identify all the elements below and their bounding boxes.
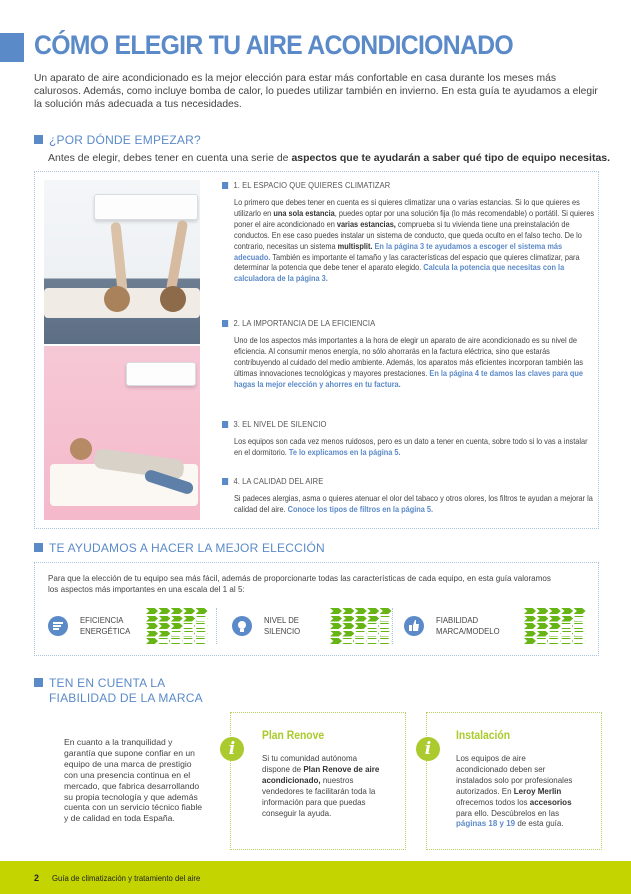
rating-reliability: FIABILIDAD MARCA/MODELO [404,608,586,644]
rating-segment-empty [183,638,195,644]
rating-segment-empty [574,616,586,622]
heading-bullet [34,678,43,687]
intro-paragraph: Un aparato de aire acondicionado es la mejor elección para estar más confortable en casa durante los meses más calurosos. Además, como incluye bomba de calor, lo puedes utilizar también en invierno. En esta guía te ayudamos a elegir la solución más adecuada a tus necesidades. [34,73,598,110]
rating-segment-filled [146,638,158,644]
rating-segment-empty [574,623,586,629]
thumbs-up-icon [404,616,424,636]
ac-unit-illustration [94,194,198,220]
heading-bullet [34,135,43,144]
rating-row [146,616,208,622]
rating-segment-filled [158,616,170,622]
rating-segment-filled [367,616,379,622]
info-icon: i [220,737,244,761]
item-bullet [222,478,228,485]
rating-segment-empty [380,623,392,629]
rating-segment-filled [342,631,354,637]
rating-segment-empty [549,631,561,637]
person-head [160,286,186,312]
rating-segment-empty [196,623,208,629]
rating-segment-filled [146,608,158,614]
rating-row [330,638,392,644]
rating-silence: NIVEL DE SILENCIO [232,608,392,644]
rating-segment-filled [183,616,195,622]
photo-man-on-sofa [44,346,200,520]
card-body-instalacion: Los equipos de aire acondicionado deben ser instalados solo por profesionales autorizados. En Leroy Merlin ofrecemos todos los accesorios para ello. Descúbrelos en las páginas 18 y 19 de esta guía. [456,753,573,829]
rating-segment-filled [146,616,158,622]
rating-segment-empty [561,631,573,637]
rating-segment-filled [561,616,573,622]
rating-segment-empty [380,638,392,644]
rating-row [524,638,586,644]
rating-segment-filled [171,623,183,629]
rating-row [146,608,208,614]
rating-segment-empty [196,616,208,622]
rating-segment-filled [561,608,573,614]
rating-row [146,623,208,629]
rating-segment-empty [158,638,170,644]
rating-segment-filled [380,608,392,614]
photo-couple-on-sofa [44,180,200,344]
rating-segment-filled [158,608,170,614]
rating-row [524,623,586,629]
rating-segment-empty [561,638,573,644]
page-number: 2 [34,873,40,883]
rating-segment-empty [367,623,379,629]
aspect-4: 4. LA CALIDAD DEL AIRE Si padeces alergias, asma o quieres atenuar el olor del tabaco y otros olores, los filtros te ayudan a mejorar la calidad del aire. Conoce los tipos de filtros en la página 5. [222,476,592,515]
rating-segment-filled [183,608,195,614]
rating-segment-filled [330,623,342,629]
rating-segment-filled [330,638,342,644]
rating-segment-filled [524,616,536,622]
rating-segment-empty [183,623,195,629]
rating-segment-empty [196,631,208,637]
rating-segment-filled [330,608,342,614]
rating-segment-filled [536,631,548,637]
rating-segment-filled [196,608,208,614]
rating-segment-empty [561,623,573,629]
card-title-instalacion: Instalación [456,730,511,742]
divider [216,608,217,644]
rating-segment-filled [171,616,183,622]
rating-segment-empty [574,631,586,637]
card-title-plan-renove: Plan Renove [262,730,325,742]
link-page-5-silence[interactable]: Te lo explicamos en la página 5. [288,446,401,457]
ac-unit-illustration [126,362,196,386]
rating-segment-filled [342,608,354,614]
rating-row [146,638,208,644]
link-page-3-calculator[interactable]: Calcula la potencia que necesitas con la calculadora de la página 3. [234,262,565,284]
section-intro: Antes de elegir, debes tener en cuenta una serie de aspectos que te ayudarán a saber qué tipo de equipo necesitas. [48,152,611,164]
section-heading-start: ¿POR DÓNDE EMPEZAR? [34,133,201,148]
rating-segment-empty [380,631,392,637]
title-accent-block [0,33,24,62]
rating-segment-empty [342,638,354,644]
rating-segment-filled [158,623,170,629]
rating-segment-filled [536,623,548,629]
rating-segment-filled [549,608,561,614]
rating-segment-filled [367,608,379,614]
rating-segment-empty [574,638,586,644]
section-heading-choice: TE AYUDAMOS A HACER LA MEJOR ELECCIÓN [34,541,325,556]
rating-segment-empty [367,631,379,637]
section-heading-brand: TEN EN CUENTA LA FIABILIDAD DE LA MARCA [34,676,203,706]
rating-segment-filled [524,608,536,614]
rating-segment-empty [380,616,392,622]
page-title: CÓMO ELEGIR TU AIRE ACONDICIONADO [34,30,513,60]
rating-row [330,608,392,614]
rating-segment-filled [549,616,561,622]
person-head [70,438,92,460]
heading-bullet [34,543,43,552]
rating-segment-filled [574,608,586,614]
rating-segment-empty [536,638,548,644]
rating-segment-filled [536,616,548,622]
rating-segment-empty [183,631,195,637]
rating-segment-filled [330,616,342,622]
rating-row [330,631,392,637]
rating-segment-filled [536,608,548,614]
rating-segment-empty [171,638,183,644]
card-body-plan-renove: Si tu comunidad autónoma dispone de Plan Renove de aire acondicionado, nuestros vendedores te facilitarán toda la información para que puedas conseguir la ayuda. [262,753,380,818]
rating-segment-filled [524,638,536,644]
divider [392,608,393,644]
rating-row [524,608,586,614]
rating-segment-filled [549,623,561,629]
rating-segment-empty [549,638,561,644]
silence-icon [232,616,252,636]
rating-segment-empty [355,638,367,644]
link-pages-18-19[interactable]: páginas 18 y 19 [456,818,516,829]
rating-segment-filled [342,623,354,629]
energy-icon [48,616,68,636]
rating-segment-empty [171,631,183,637]
rating-segment-filled [342,616,354,622]
rating-row [330,623,392,629]
info-icon: i [416,737,440,761]
rating-segment-filled [146,623,158,629]
brand-reliability-text: En cuanto a la tranquilidad y garantía que supone confiar en un equipo de una marca de prestigio con una presencia continua en el mercado, que fabrica desarrollando su propia tecnología y que además cuenta con un servicio técnico fiable y de calidad en toda España. [64,737,203,824]
item-bullet [222,182,228,189]
rating-segment-filled [524,623,536,629]
rating-explanation: Para que la elección de tu equipo sea más fácil, además de proporcionarte todas las características de cada equipo, en esta guía valoramos los aspectos más importantes en una escala del 1 al 5: [48,573,551,594]
rating-row [330,616,392,622]
rating-segment-filled [146,631,158,637]
rating-segment-filled [355,623,367,629]
link-page-5-filters[interactable]: Conoce los tipos de filtros en la página 5. [287,503,434,514]
rating-segment-empty [355,631,367,637]
rating-scale [146,608,208,644]
rating-segment-filled [330,631,342,637]
rating-segment-filled [158,631,170,637]
rating-segment-filled [524,631,536,637]
rating-row [524,616,586,622]
person-head [104,286,130,312]
item-bullet [222,320,228,327]
aspect-2: 2. LA IMPORTANCIA DE LA EFICIENCIA Uno de los aspectos más importantes a la hora de elegir un aparato de aire acondicionado es su nivel de eficiencia. Al consumir menos energía, no sólo ahorrarás en la factura eléctrica, sino que estarás contribuyendo al cuidado del medio ambiente. Además, los aparatos más eficientes incorporan también las últimas innovaciones tecnológicas y mayores prestaciones. En la página 4 te damos las claves para que hagas la mejor elección y ahorres en tu factura. [222,318,592,390]
rating-segment-filled [355,608,367,614]
rating-efficiency: EFICIENCIA ENERGÉTICA [48,608,208,644]
footer-guide-title: Guía de climatización y tratamiento del aire [52,873,201,883]
rating-scale [330,608,392,644]
link-page-3-system[interactable]: En la página 3 te ayudamos a escoger el sistema más adecuado. [234,240,563,262]
aspect-3: 3. EL NIVEL DE SILENCIO Los equipos son cada vez menos ruidosos, pero es un dato a tener en cuenta, sobre todo si lo vas a instalar en el dormitorio. Te lo explicamos en la página 5. [222,419,592,458]
rating-segment-filled [171,608,183,614]
link-page-4[interactable]: En la página 4 te damos las claves para que hagas la mejor elección y ahorres en tu factura. [234,367,584,389]
rating-segment-filled [355,616,367,622]
aspect-1: 1. EL ESPACIO QUE QUIERES CLIMATIZAR Lo primero que debes tener en cuenta es si quieres climatizar una o varias estancias. Si lo que quieres es utilizarlo en una sola estancia, puedes optar por una solución fija (lo más recomendable) o portátil. Si quieres poner el aire acondicionado en varias estancias, comprueba si tu vivienda tiene una preinstalación de conductos. En ese caso puedes instalar un sistema de conducto, que queda oculto en el falso techo. De lo contrario, necesitas un sistema multisplit. En la página 3 te ayudamos a escoger el sistema más adecuado. También es importante el tamaño y las características del espacio que quieres climatizar, para determinar la potencia que debe tener el aparato elegido. Calcula la potencia que necesitas con la calculadora de la página 3. [222,180,592,284]
rating-row [524,631,586,637]
rating-segment-empty [367,638,379,644]
rating-row [146,631,208,637]
rating-segment-empty [196,638,208,644]
rating-scale [524,608,586,644]
item-bullet [222,421,228,428]
